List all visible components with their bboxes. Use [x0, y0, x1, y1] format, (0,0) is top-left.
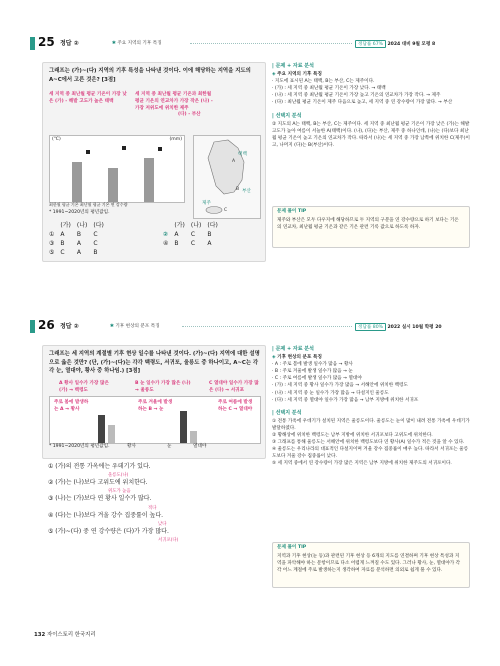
choice-header: (가) [174, 222, 185, 229]
q25-choices-right [161, 219, 222, 248]
q26-tip-box [272, 542, 470, 588]
q25-question-box [42, 62, 266, 262]
svg-text:B: B [236, 187, 240, 192]
q25-callout-2: 세 지역 중 최난월 평균 기온과 최한월 평균 기온의 연교차가 가장 작은 (나) - 가장 저위도에 위치한 제주 [135, 92, 213, 112]
q25-analysis-title: | 문제 + 자료 분석 [272, 63, 314, 69]
choice-header: (다) [207, 222, 218, 229]
q26-choice-analysis-title: | 선택지 분석 [272, 409, 302, 416]
q25-choice-3[interactable]: ③ B A C [49, 240, 98, 247]
q26-analysis-item: · (가) : 세 지역 중 황사 일수가 가장 많음 → 서해안에 위치한 백령도 [272, 383, 408, 389]
q25-point-na-max [122, 146, 126, 150]
q26-bar-ga [98, 415, 105, 443]
q25-climate-chart [49, 135, 185, 203]
q25-marker-bar [30, 37, 35, 50]
q26-analysis-item: · C : 주로 여름에 발생 일수가 많음 → 열대야 [272, 376, 362, 382]
q26-x-label-b: 눈 [167, 444, 172, 449]
q25-bar-ga-precip [72, 162, 82, 202]
q26-analysis-item: · A : 주로 봄에 발생 일수가 많음 → 황사 [272, 362, 353, 368]
choice-header: (다) [93, 222, 104, 229]
q26-tip-title: 문제 풀이 TIP [277, 545, 307, 550]
q26-options [48, 462, 262, 543]
q26-option-note: 낮다 [158, 521, 167, 527]
q25-answer: 정답 ② [60, 40, 79, 47]
q25-analysis-item: · (나) : 세 지역 중 최난월 평균 기온이 가장 높고 기온의 연교차가 가장 작다. → 제주 [272, 93, 441, 99]
q26-option-note: 적다 [148, 505, 157, 511]
page-number: 132 [34, 632, 46, 638]
q26-marker-bar [30, 320, 35, 333]
q26-left-note: 주로 봄에 발생하는 A → 황사 [54, 400, 89, 413]
q25-choice-1[interactable]: ① A B C [49, 231, 98, 238]
q25-point-ga-max [86, 150, 90, 154]
q26-right-note: 주로 여름에 발생하는 C → 열대야 [218, 400, 253, 413]
q25-choices-left [47, 219, 108, 257]
choice-header: (가) [60, 222, 71, 229]
q26-analysis-item: · B : 주로 겨울에 발생 일수가 많음 → 눈 [272, 369, 353, 375]
q25-analysis-item: · (가) : 세 지역 중 최난월 평균 기온이 가장 낮다. → 태백 [272, 86, 386, 92]
q26-choice-analysis-item: ② 황해상에 위치한 백령도는 남부 지방에 위치한 서귀포보다 고위도에 위치한다. [272, 432, 433, 438]
q26-bar-b [180, 411, 187, 443]
q25-analysis-item: · (다) : 최난월 평균 기온이 제주 다음으로 높고, 세 지역 중 연 강수량이 가장 많다. → 부산 [272, 100, 453, 106]
q26-x-label-c: 열대야 [193, 444, 207, 449]
q25-analysis [272, 62, 472, 149]
q26-chart-note: * 1991~2020년의 평년값임. [49, 444, 110, 449]
q26-option-2[interactable]: ② (가)는 (나)보다 고위도에 위치한다. [48, 479, 148, 487]
q26-topic: ✱ 기후 현상의 분포 특징 [110, 324, 160, 329]
book-title: 자이스토리 한국지리 [46, 632, 96, 638]
q26-number: 26 [38, 318, 55, 332]
q26-x-label-a: 황사 [127, 444, 136, 449]
q25-choice-2[interactable]: ② A C B [163, 231, 212, 238]
map-label-jeju: 제주 [202, 201, 211, 206]
q25-point-da-max [158, 147, 162, 151]
q25-callout-1: 세 지역 중 최난월 평균 기온이 가장 낮은 (가) - 해발 고도가 높은 태백 [49, 92, 127, 105]
svg-text:A: A [232, 159, 236, 164]
q26-option-note: 서귀포(다) [158, 537, 179, 543]
q26-tip-body: 지역과 기후 현상(눈 등)과 관련된 기후 현상 등 6개의 지도를 연결하며 기후 현상 특성과 지역을 파악해야 하는 문항이므로 다소 어렵게 느껴질 수도 있다. 그러나 황사, 눈, 열대야가 각각 어느 계절에 주로 발생하는지 생각하여 자료를 분석하면 의외로 쉽게 풀 수 있다. [277, 554, 461, 574]
q26-question-text: 그래프는 세 지역의 계절별 기후 현상 일수를 나타낸 것이다. (가)~(다) 지역에 대한 설명으로 옳은 것만? (단, (가)~(다)는 각각 백령도, 서귀포, 울릉도 중 하나이고, A~C는 각각 눈, 열대야, 황사 중 하나임.) [3점] [49, 351, 260, 375]
q25-header-divider [190, 43, 352, 44]
q26-option-note: 울릉도(나) [108, 473, 129, 479]
q26-callout-c: C 열대야 일수가 가장 많은 (다) → 서귀포 [209, 381, 259, 394]
q25-choice-analysis: ② 지도의 A는 태백, B는 부산, C는 제주이다. 세 지역 중 최난월 평균 기온이 가장 낮은 (가)는 해발 고도가 높아 여름이 서늘한 A(태백)이다. (나), (다)는 부산, 제주 중 하나인데, (나)는 (다)보다 최난월 평균 기온이 높고 기온의 연교차가 작다. 따라서 (나)는 세 지역 중 가장 남쪽에 위치한 C(제주)이고, 나머지 (다)는 B(부산)이다. [272, 121, 470, 148]
q26-analysis [272, 345, 472, 468]
q25-chart-unit-left: (℃) [52, 137, 61, 142]
q26-option-4[interactable]: ④ (다)는 (나)보다 겨울 강수 집중률이 높다. [48, 511, 164, 519]
q25-tip-title: 문제 풀이 TIP [277, 209, 307, 214]
q25-callout-3: (다) - 부산 [178, 112, 201, 117]
q25-chart-note: * 1991~2020년의 평년값임. [49, 210, 110, 215]
q26-choice-analysis-item: ③ 그래프를 통해 울릉도는 서해안에 위치한 백령도보다 연 황사(A) 일수가 적은 것을 알 수 있다. [272, 440, 465, 446]
q25-analysis-sub: ◈ 주요 지역의 기후 특징 [272, 72, 322, 77]
q25-analysis-item: · 지도에 표시된 A는 태백, B는 부산, C는 제주이다. [272, 79, 375, 85]
choice-header: (나) [76, 222, 88, 229]
q25-bar-da-precip [144, 158, 154, 202]
q25-chart-legend: 최한월 평균 기온 최난월 평균 기온 연 강수량 [49, 202, 128, 207]
q26-bar-b2 [190, 431, 197, 443]
q25-choice-analysis-title: | 선택지 분석 [272, 112, 302, 119]
q26-analysis-sub: ◈ 기후 현상의 분포 특징 [272, 355, 322, 360]
q25-number: 25 [38, 35, 55, 49]
q25-meta: 정답률 67% 2024 대비 9월 모평 8 [355, 40, 435, 48]
q25-choice-4[interactable]: ④ B C A [163, 240, 212, 247]
q26-choice-analysis-item: ⑤ 세 지역 중에서 연 강수량이 가장 많은 지역은 남부 지방에 위치한 제주도의 서귀포이다. [272, 461, 452, 467]
q26-choice-analysis-item: ① 전통 가옥에 우데기가 설치된 지역은 울릉도이다. 울릉도는 눈이 많이 내려 전통 가옥에 우데기가 발달하였다. [272, 418, 470, 431]
q26-mid-note: 주로 겨울에 발생하는 B → 눈 [138, 400, 173, 413]
q26-callout-a: A 황사 일수가 가장 많은 (가) → 백령도 [59, 381, 109, 394]
q26-analysis-item: · (다) : 세 지역 중 열대야 일수가 가장 많음 → 남부 지방에 위치한 서귀포 [272, 397, 419, 403]
q25-map [193, 135, 261, 219]
map-label-taebaek: 태백 [238, 152, 247, 157]
q26-header-divider [182, 326, 352, 327]
choice-header: (나) [190, 222, 202, 229]
q26-callout-b: B 눈 일수가 가장 많은 (나) → 울릉도 [135, 381, 191, 394]
q26-answer: 정답 ② [60, 323, 79, 330]
q26-bar-na [108, 425, 115, 443]
svg-text:C: C [224, 208, 228, 213]
q26-phenomena-chart [49, 396, 261, 444]
page-footer [34, 630, 96, 638]
q26-option-note: 위도가 높음 [108, 489, 131, 495]
q26-analysis-title: | 문제 + 자료 분석 [272, 346, 314, 352]
q26-meta: 정답률 80% 2022 실시 10월 학평 20 [355, 323, 442, 331]
q25-tip-box [272, 206, 470, 248]
q25-topic: ✱ 주요 지역의 기후 특징 [112, 41, 162, 46]
q26-option-1[interactable]: ① (가)의 전통 가옥에는 우데기가 있다. [48, 463, 151, 470]
q25-tip-body: 제주와 부산은 모두 다우지에 해당하므로 두 지역의 구분을 연 강수량으로 하기 보다는 기온의 연교차, 최난월 평균 기온과 같은 기온 관련 기록 값으로 하도록 하자. [277, 218, 459, 231]
q25-bar-na-precip [108, 168, 118, 202]
q25-chart-unit-right: (mm) [169, 137, 182, 142]
q25-choice-5[interactable]: ⑤ C A B [49, 249, 98, 256]
q26-question-box [42, 345, 266, 459]
q25-question-text: 그래프는 (가)~(다) 지역의 기후 특성을 나타낸 것이다. 이에 해당하는 지역을 지도의 A~C에서 고른 것은? [3점] [49, 68, 251, 83]
map-label-busan: 부산 [242, 189, 251, 194]
q26-option-5[interactable]: ⑤ (가)~(다) 중 연 강수량은 (다)가 가장 많다. [48, 527, 169, 535]
q26-option-3[interactable]: ③ (나)는 (가)보다 연 황사 일수가 많다. [48, 495, 152, 503]
q26-analysis-item: · (나) : 세 지역 중 눈 일수가 가장 많음 → 다설지인 울릉도 [272, 390, 389, 396]
q26-choice-analysis-item: ④ 울릉도는 우리나라의 대표적인 다설지이며 겨울 강수 집중률이 매우 높다. 따라서 서귀포는 울릉도보다 겨울 강수 집중률이 낮다. [272, 447, 469, 460]
